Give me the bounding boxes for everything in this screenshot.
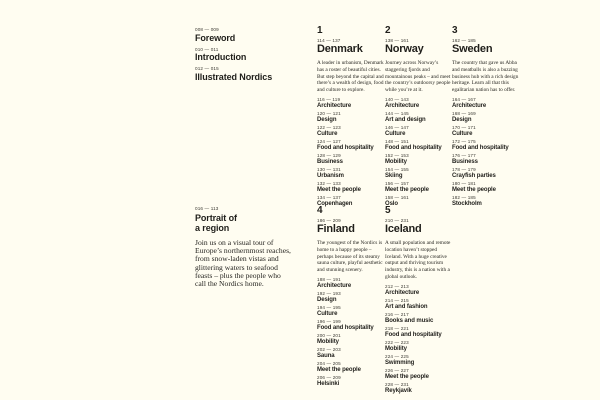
section-entry [452, 195, 518, 207]
front-matter-list [195, 27, 305, 86]
chapter-number: 4 [317, 205, 323, 216]
chapter-name: Finland [317, 223, 355, 235]
section-entry [317, 319, 383, 331]
section-page-range: 116 — 119 [317, 97, 341, 103]
section-label: Stockholm [452, 200, 482, 207]
section-page-range: 146 — 147 [385, 125, 409, 131]
section-label: Mobility [317, 338, 339, 345]
section-entry [385, 284, 451, 296]
section-entry [317, 181, 383, 193]
portrait-page-range: 016 — 113 [195, 206, 219, 211]
chapter-section-list [385, 284, 451, 394]
chapter-number: 1 [317, 25, 323, 36]
section-entry [452, 111, 518, 123]
section-page-range: 152 — 153 [385, 153, 409, 159]
section-entry [385, 139, 451, 151]
section-label: Meet the people [385, 186, 429, 193]
section-page-range: 134 — 137 [317, 195, 341, 201]
section-label: Food and hospitality [385, 331, 442, 338]
portrait-title-line-1: Portrait of [195, 213, 237, 223]
section-label: Swimming [385, 359, 415, 366]
chapter-page-range: 162 — 185 [452, 38, 476, 43]
section-entry [317, 97, 383, 109]
chapter-page-range: 210 — 231 [385, 218, 409, 223]
chapter-section-list [385, 97, 451, 207]
section-entry [385, 111, 451, 123]
chapter-number: 3 [452, 25, 458, 36]
section-label: Culture [317, 130, 338, 137]
section-label: Meet the people [452, 186, 496, 193]
section-entry [452, 125, 518, 137]
section-label: Architecture [385, 289, 420, 296]
section-entry [317, 305, 383, 317]
chapter-column [385, 26, 451, 209]
front-matter-page-range: 012 — 015 [195, 66, 219, 71]
section-entry [385, 368, 451, 380]
chapter-number: 5 [385, 205, 391, 216]
section-page-range: 180 — 181 [452, 181, 476, 187]
section-page-range: 154 — 155 [385, 167, 409, 173]
section-page-range: 228 — 231 [385, 382, 409, 388]
section-entry [317, 125, 383, 137]
chapter-name: Iceland [385, 223, 422, 235]
section-page-range: 124 — 127 [317, 139, 341, 145]
section-label: Architecture [385, 102, 420, 109]
section-label: Food and hospitality [385, 144, 442, 151]
chapter-name: Sweden [452, 43, 493, 55]
section-entry [317, 361, 383, 373]
section-label: Culture [317, 310, 338, 317]
chapter-description: A leader in urbanism, Denmark has a roster of beautiful cities. But step beyond the capital and there’s a wealth of design, food and culture to explore. [317, 60, 384, 94]
chapter-column [385, 206, 451, 396]
section-page-range: 172 — 175 [452, 139, 476, 145]
section-entry [385, 354, 451, 366]
section-label: Architecture [452, 102, 487, 109]
chapter-description: The youngest of the Nordics is home to a happy people – perhaps because of its steamy sauna culture, playful aesthetic and stunning scenery. [317, 240, 383, 274]
section-label: Design [317, 116, 337, 123]
section-page-range: 130 — 131 [317, 167, 341, 173]
section-page-range: 224 — 225 [385, 354, 409, 360]
section-label: Architecture [317, 282, 352, 289]
section-page-range: 140 — 143 [385, 97, 409, 103]
section-label: Reykjavík [385, 387, 412, 394]
section-page-range: 122 — 123 [317, 125, 341, 131]
section-entry [317, 291, 383, 303]
section-page-range: 222 — 223 [385, 340, 409, 346]
section-label: Urbanism [317, 172, 344, 179]
section-entry [317, 333, 383, 345]
section-label: Sauna [317, 352, 335, 359]
section-label: Art and fashion [385, 303, 428, 310]
section-label: Mobility [385, 345, 407, 352]
front-matter-page-range: 010 — 011 [195, 46, 219, 52]
section-entry [317, 139, 383, 151]
portrait-of-a-region-block [195, 206, 293, 288]
section-page-range: 206 — 209 [317, 375, 341, 381]
section-page-range: 226 — 227 [385, 368, 409, 374]
chapter-description: The country that gave us Abba and meatballs is also a buzzing business hub with a rich design heritage. Learn all that this egalitarian nation has to offer. [452, 60, 519, 94]
section-entry [385, 340, 451, 352]
section-page-range: 194 — 195 [317, 305, 341, 311]
chapter-name: Norway [385, 43, 424, 55]
section-entry [385, 167, 451, 179]
section-label: Business [452, 158, 478, 165]
section-page-range: 176 — 177 [452, 153, 476, 159]
section-page-range: 216 — 217 [385, 312, 409, 318]
chapter-column [317, 206, 383, 389]
section-label: Food and hospitality [317, 144, 374, 151]
section-entry [385, 153, 451, 165]
section-entry [385, 298, 451, 310]
section-label: Food and hospitality [452, 144, 509, 151]
section-page-range: 192 — 193 [317, 291, 341, 297]
section-entry [317, 167, 383, 179]
section-page-range: 128 — 129 [317, 153, 341, 159]
chapter-section-list [317, 97, 383, 207]
section-page-range: 214 — 215 [385, 298, 409, 304]
portrait-description: Join us on a visual tour of Europe’s northernmost reaches, from snow-laden vistas and glittering waters to seafood feasts – plus the people who call the Nordics home. [195, 238, 291, 289]
section-label: Food and hospitality [317, 324, 374, 331]
section-label: Design [452, 116, 472, 123]
section-page-range: 182 — 185 [452, 195, 476, 201]
section-page-range: 170 — 171 [452, 125, 476, 131]
front-matter-entry [195, 27, 305, 43]
section-page-range: 196 — 199 [317, 319, 341, 325]
section-entry [385, 326, 451, 338]
chapter-page-range: 138 — 161 [385, 38, 409, 43]
section-page-range: 132 — 133 [317, 181, 341, 187]
section-page-range: 218 — 221 [385, 326, 409, 332]
section-label: Meet the people [317, 186, 361, 193]
chapter-number: 2 [385, 25, 391, 36]
section-label: Copenhagen [317, 200, 353, 207]
section-page-range: 178 — 179 [452, 167, 476, 173]
section-entry [385, 125, 451, 137]
section-page-range: 158 — 161 [385, 195, 409, 201]
section-label: Skiing [385, 172, 403, 179]
section-entry [385, 97, 451, 109]
section-label: Architecture [317, 102, 352, 109]
section-page-range: 120 — 121 [317, 111, 341, 117]
section-label: Helsinki [317, 380, 340, 387]
section-entry [452, 181, 518, 193]
chapter-page-range: 186 — 209 [317, 218, 341, 223]
chapter-name: Denmark [317, 43, 363, 55]
chapter-section-list [452, 97, 518, 207]
front-matter-label: Foreword [195, 32, 236, 43]
section-label: Oslo [385, 200, 398, 207]
section-page-range: 204 — 205 [317, 361, 341, 367]
section-label: Culture [452, 130, 473, 137]
chapter-section-list [317, 277, 383, 387]
section-page-range: 144 — 145 [385, 111, 409, 117]
section-page-range: 168 — 169 [452, 111, 476, 117]
front-matter-page-range: 008 — 009 [195, 27, 219, 32]
section-label: Crayfish parties [452, 172, 496, 179]
section-page-range: 212 — 213 [385, 284, 409, 290]
section-label: Mobility [385, 158, 407, 165]
section-page-range: 156 — 157 [385, 181, 409, 187]
section-entry [452, 97, 518, 109]
section-page-range: 148 — 151 [385, 139, 409, 145]
chapter-description: Journey across Norway’s staggering fjords and mountainous peaks – and meet the country’s outdoorsy people while you’re at it. [385, 60, 451, 94]
front-matter-entry [195, 47, 305, 63]
section-label: Business [317, 158, 343, 165]
section-entry [317, 375, 383, 387]
section-label: Design [317, 296, 337, 303]
section-page-range: 202 — 203 [317, 347, 341, 353]
section-label: Meet the people [385, 373, 429, 380]
section-entry [317, 153, 383, 165]
section-entry [385, 382, 451, 394]
section-label: Art and design [385, 116, 426, 123]
portrait-title-line-2: a region [195, 223, 230, 233]
section-page-range: 188 — 191 [317, 277, 341, 283]
section-entry [317, 277, 383, 289]
section-entry [385, 181, 451, 193]
section-label: Culture [385, 130, 406, 137]
portrait-title [195, 213, 293, 233]
section-page-range: 164 — 167 [452, 97, 476, 103]
section-entry [452, 153, 518, 165]
chapter-page-range: 114 — 137 [317, 38, 341, 43]
section-label: Meet the people [317, 366, 361, 373]
front-matter-label: Illustrated Nordics [195, 71, 273, 82]
section-entry [452, 139, 518, 151]
section-entry [317, 347, 383, 359]
section-label: Books and music [385, 317, 434, 324]
chapter-description: A small population and remote location haven’t stopped Iceland. With a huge creative output and thriving tourism industry, this is a nation with a global outlook. [385, 240, 451, 280]
section-entry [452, 167, 518, 179]
chapter-column [317, 26, 383, 209]
section-entry [385, 312, 451, 324]
section-page-range: 200 — 201 [317, 333, 341, 339]
front-matter-label: Introduction [195, 52, 247, 62]
chapter-column [452, 26, 518, 209]
front-matter-entry [195, 66, 305, 82]
section-entry [317, 111, 383, 123]
